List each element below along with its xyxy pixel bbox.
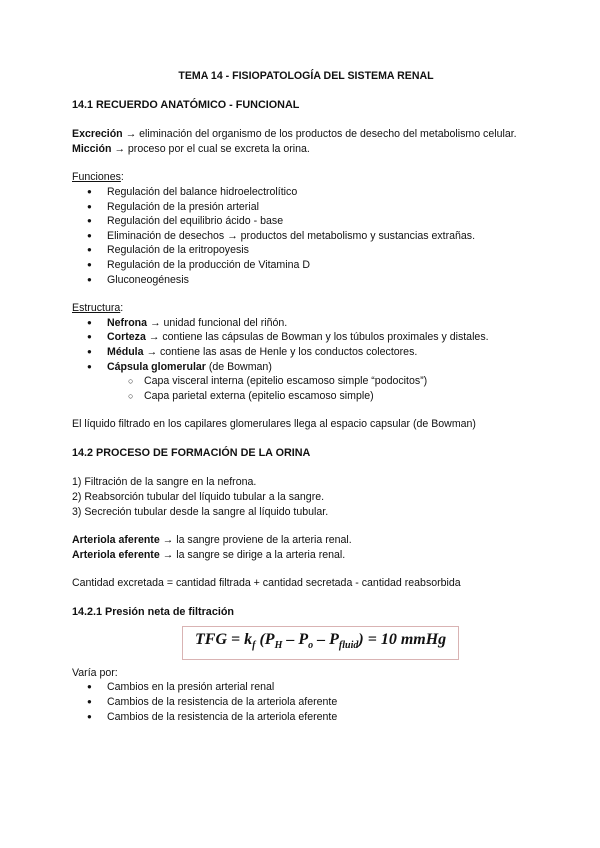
excrecion-term: Excreción [72,128,123,141]
funciones-label: Funciones: [72,171,124,184]
list-item: ● Regulación del balance hidroelectrolítico [72,185,532,200]
document-body [72,69,532,724]
paso-line: 3) Secreción tubular desde la sangre al líquido tubular. [72,505,329,518]
list-item: ● Eliminación de desechos → productos del metabolismo y sustancias extrañas. [72,229,532,244]
section-heading-proceso: 14.2 PROCESO DE FORMACIÓN DE LA ORINA [72,446,311,459]
list-item: ● Cápsula glomerular (de Bowman) [72,360,532,375]
list-item: ○ Capa visceral interna (epitelio escamoso simple “podocitos”) [72,374,532,389]
section-heading-recuerdo: 14.1 RECUERDO ANATÓMICO - FUNCIONAL [72,98,300,111]
list-item: ● Regulación del equilibrio ácido - base [72,214,532,229]
paso-line: 1) Filtración de la sangre en la nefrona. [72,476,257,489]
estructura-label: Estructura: [72,302,124,315]
funciones-list [72,185,532,287]
tfg-formula: TFG = $k_f$ $(P_H - P_o - P_{fluid}) = 10$ mmHg [182,626,459,660]
capsula-sublist [72,374,532,403]
list-item: ● Nefrona → unidad funcional del riñón. [72,316,532,331]
list-item: ○ Capa parietal externa (epitelio escamoso simple) [72,389,532,404]
list-item: ● Regulación de la eritropoyesis [72,243,532,258]
document-title: TEMA 14 - FISIOPATOLOGÍA DEL SISTEMA RENAL [178,70,434,82]
varia-list [72,680,532,724]
estructura-list [72,316,532,374]
miccion-text: → proceso por el cual se excreta la orina. [111,142,310,155]
miccion-definition [72,142,532,157]
list-item: ● Regulación de la presión arterial [72,200,532,215]
varia-label: Varía por: [72,666,118,679]
cantidad-equation: Cantidad excretada = cantidad filtrada + cantidad secretada - cantidad reabsorbida [72,577,461,590]
miccion-term: Micción [72,142,112,155]
list-item: ● Corteza → contiene las cápsulas de Bowman y los túbulos proximales y distales. [72,330,532,345]
excrecion-text: → eliminación del organismo de los productos de desecho del metabolismo celular. [122,128,517,141]
arteriola-eferente: Arteriola eferente → la sangre se dirige a la arteria renal. [72,548,346,561]
formula-container [72,626,532,660]
list-item: ● Regulación de la producción de Vitamina D [72,258,532,273]
list-item: ● Médula → contiene las asas de Henle y los conductos colectores. [72,345,532,360]
list-item: ● Cambios de la resistencia de la arteriola eferente [72,710,532,725]
section-heading-presion: 14.2.1 Presión neta de filtración [72,606,235,619]
paso-line: 2) Reabsorción tubular del líquido tubular a la sangre. [72,491,325,504]
excrecion-definition [72,127,532,142]
arteriola-aferente: Arteriola aferente → la sangre proviene de la arteria renal. [72,534,352,547]
list-item: ● Cambios de la resistencia de la arteriola aferente [72,695,532,710]
filtrado-paragraph: El líquido filtrado en los capilares glomerulares llega al espacio capsular (de Bowman) [72,418,476,431]
list-item: ● Cambios en la presión arterial renal [72,680,532,695]
list-item: ● Gluconeogénesis [72,273,532,288]
